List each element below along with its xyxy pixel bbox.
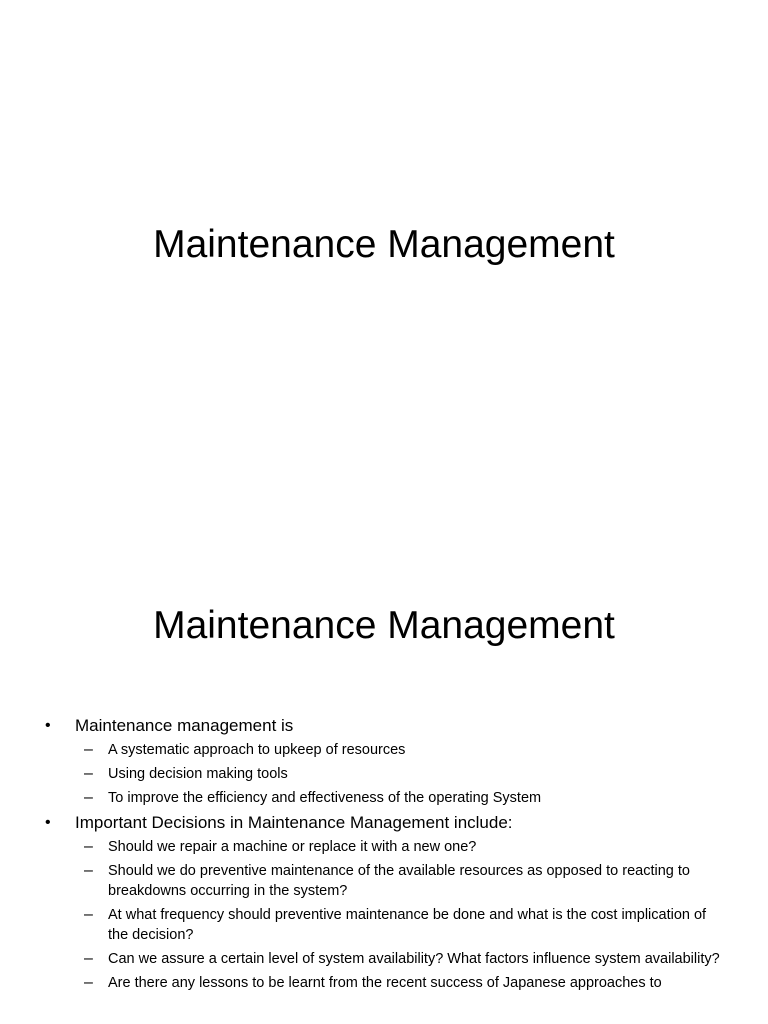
sub-bullet-item <box>0 788 768 808</box>
bullet-marker: • <box>45 717 51 734</box>
sub-bullet-list <box>75 837 768 993</box>
bullet-item <box>0 812 768 993</box>
bullet-list <box>0 715 768 997</box>
sub-bullet-item <box>0 973 768 993</box>
sub-bullet-marker: – <box>84 838 93 855</box>
sub-bullet-text: A systematic approach to upkeep of resources <box>108 742 406 758</box>
sub-bullet-marker: – <box>84 950 93 967</box>
sub-bullet-text: Should we repair a machine or replace it with a new one? <box>108 839 477 855</box>
bullet-text: Important Decisions in Maintenance Management include: <box>75 813 513 832</box>
bullet-text: Maintenance management is <box>75 716 294 735</box>
sub-bullet-text: Should we do preventive maintenance of the available resources as opposed to reacting to breakdowns occurring in the system? <box>108 863 690 899</box>
sub-bullet-text: Are there any lessons to be learnt from the recent success of Japanese approaches to <box>108 975 662 991</box>
sub-bullet-marker: – <box>84 765 93 782</box>
sub-bullet-marker: – <box>84 862 93 879</box>
sub-bullet-marker: – <box>84 789 93 806</box>
sub-bullet-marker: – <box>84 906 93 923</box>
slide-2-title: Maintenance Management <box>153 604 615 647</box>
sub-bullet-list <box>75 740 768 808</box>
sub-bullet-item <box>0 905 768 945</box>
sub-bullet-text: Can we assure a certain level of system availability? What factors influence system availability? <box>108 951 720 967</box>
sub-bullet-marker: – <box>84 974 93 991</box>
sub-bullet-text: At what frequency should preventive maintenance be done and what is the cost implication of the decision? <box>108 907 707 943</box>
sub-bullet-item <box>0 949 768 969</box>
sub-bullet-text: Using decision making tools <box>108 766 288 782</box>
sub-bullet-item <box>0 837 768 857</box>
sub-bullet-marker: – <box>84 741 93 758</box>
sub-bullet-item <box>0 740 768 760</box>
sub-bullet-text: To improve the efficiency and effectiveness of the operating System <box>108 790 542 806</box>
bullet-marker: • <box>45 814 51 831</box>
sub-bullet-item <box>0 861 768 901</box>
bullet-item <box>0 715 768 808</box>
sub-bullet-item <box>0 764 768 784</box>
slide-1-title: Maintenance Management <box>153 223 615 266</box>
slide-2 <box>0 576 768 1024</box>
